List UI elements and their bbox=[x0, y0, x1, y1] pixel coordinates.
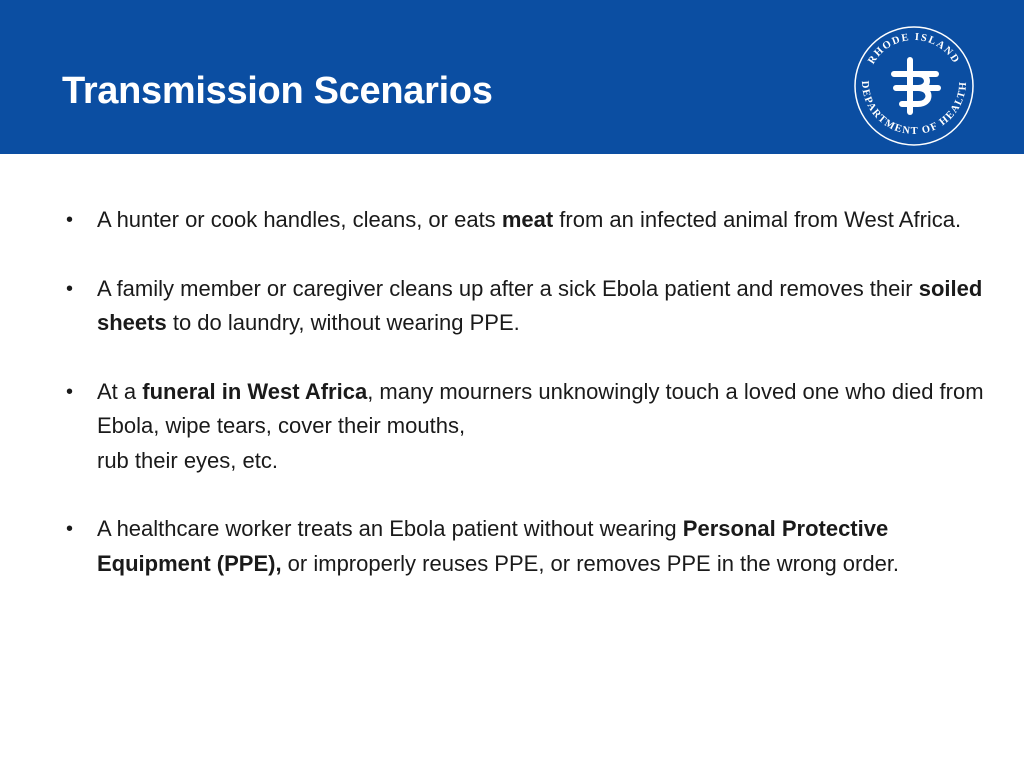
bullet-item bbox=[62, 272, 992, 341]
bullet-dot-icon: • bbox=[66, 209, 74, 231]
bullet-text: At a bbox=[97, 378, 143, 404]
logo-top-text: RHODE ISLAND bbox=[866, 31, 962, 67]
bullet-text: A hunter or cook handles, cleans, or eats bbox=[97, 207, 502, 232]
bullet-item bbox=[62, 203, 992, 238]
bullet-emphasis: soiled sheets bbox=[97, 275, 983, 335]
ri-health-seal-logo bbox=[852, 24, 976, 148]
bullet-dot-icon: • bbox=[66, 380, 74, 403]
bullet-emphasis: meat bbox=[501, 207, 554, 232]
bullet-emphasis: funeral in West Africa bbox=[142, 378, 368, 404]
bullet-item bbox=[62, 375, 992, 479]
bullet-text: from an infected animal from West Africa. bbox=[553, 207, 962, 232]
bullet-emphasis: Personal Protective Equipment (PPE), bbox=[97, 516, 889, 576]
bullet-dot-icon: • bbox=[66, 518, 74, 540]
bullet-text: rub their eyes, etc. bbox=[97, 447, 278, 473]
bullet-text: A family member or caregiver cleans up after a sick Ebola patient and removes their bbox=[97, 275, 919, 301]
bullet-dot-icon: • bbox=[66, 277, 74, 300]
bullet-text: A healthcare worker treats an Ebola patient without wearing bbox=[97, 516, 683, 541]
slide-title: Transmission Scenarios bbox=[62, 70, 493, 112]
health-cross-icon bbox=[894, 60, 938, 112]
bullet-text: to do laundry, without wearing PPE. bbox=[166, 310, 520, 335]
title-bar bbox=[0, 0, 1024, 154]
bullet-text: or improperly reuses PPE, or removes PPE in the wrong order. bbox=[281, 550, 900, 576]
bullet-text: , many mourners unknowingly touch a loved one who died from Ebola, wipe tears, cover their mouths, bbox=[97, 378, 984, 438]
logo-bottom-text: DEPARTMENT OF HEALTH bbox=[858, 80, 970, 138]
bullet-item bbox=[62, 512, 992, 581]
bullet-list bbox=[62, 203, 992, 615]
